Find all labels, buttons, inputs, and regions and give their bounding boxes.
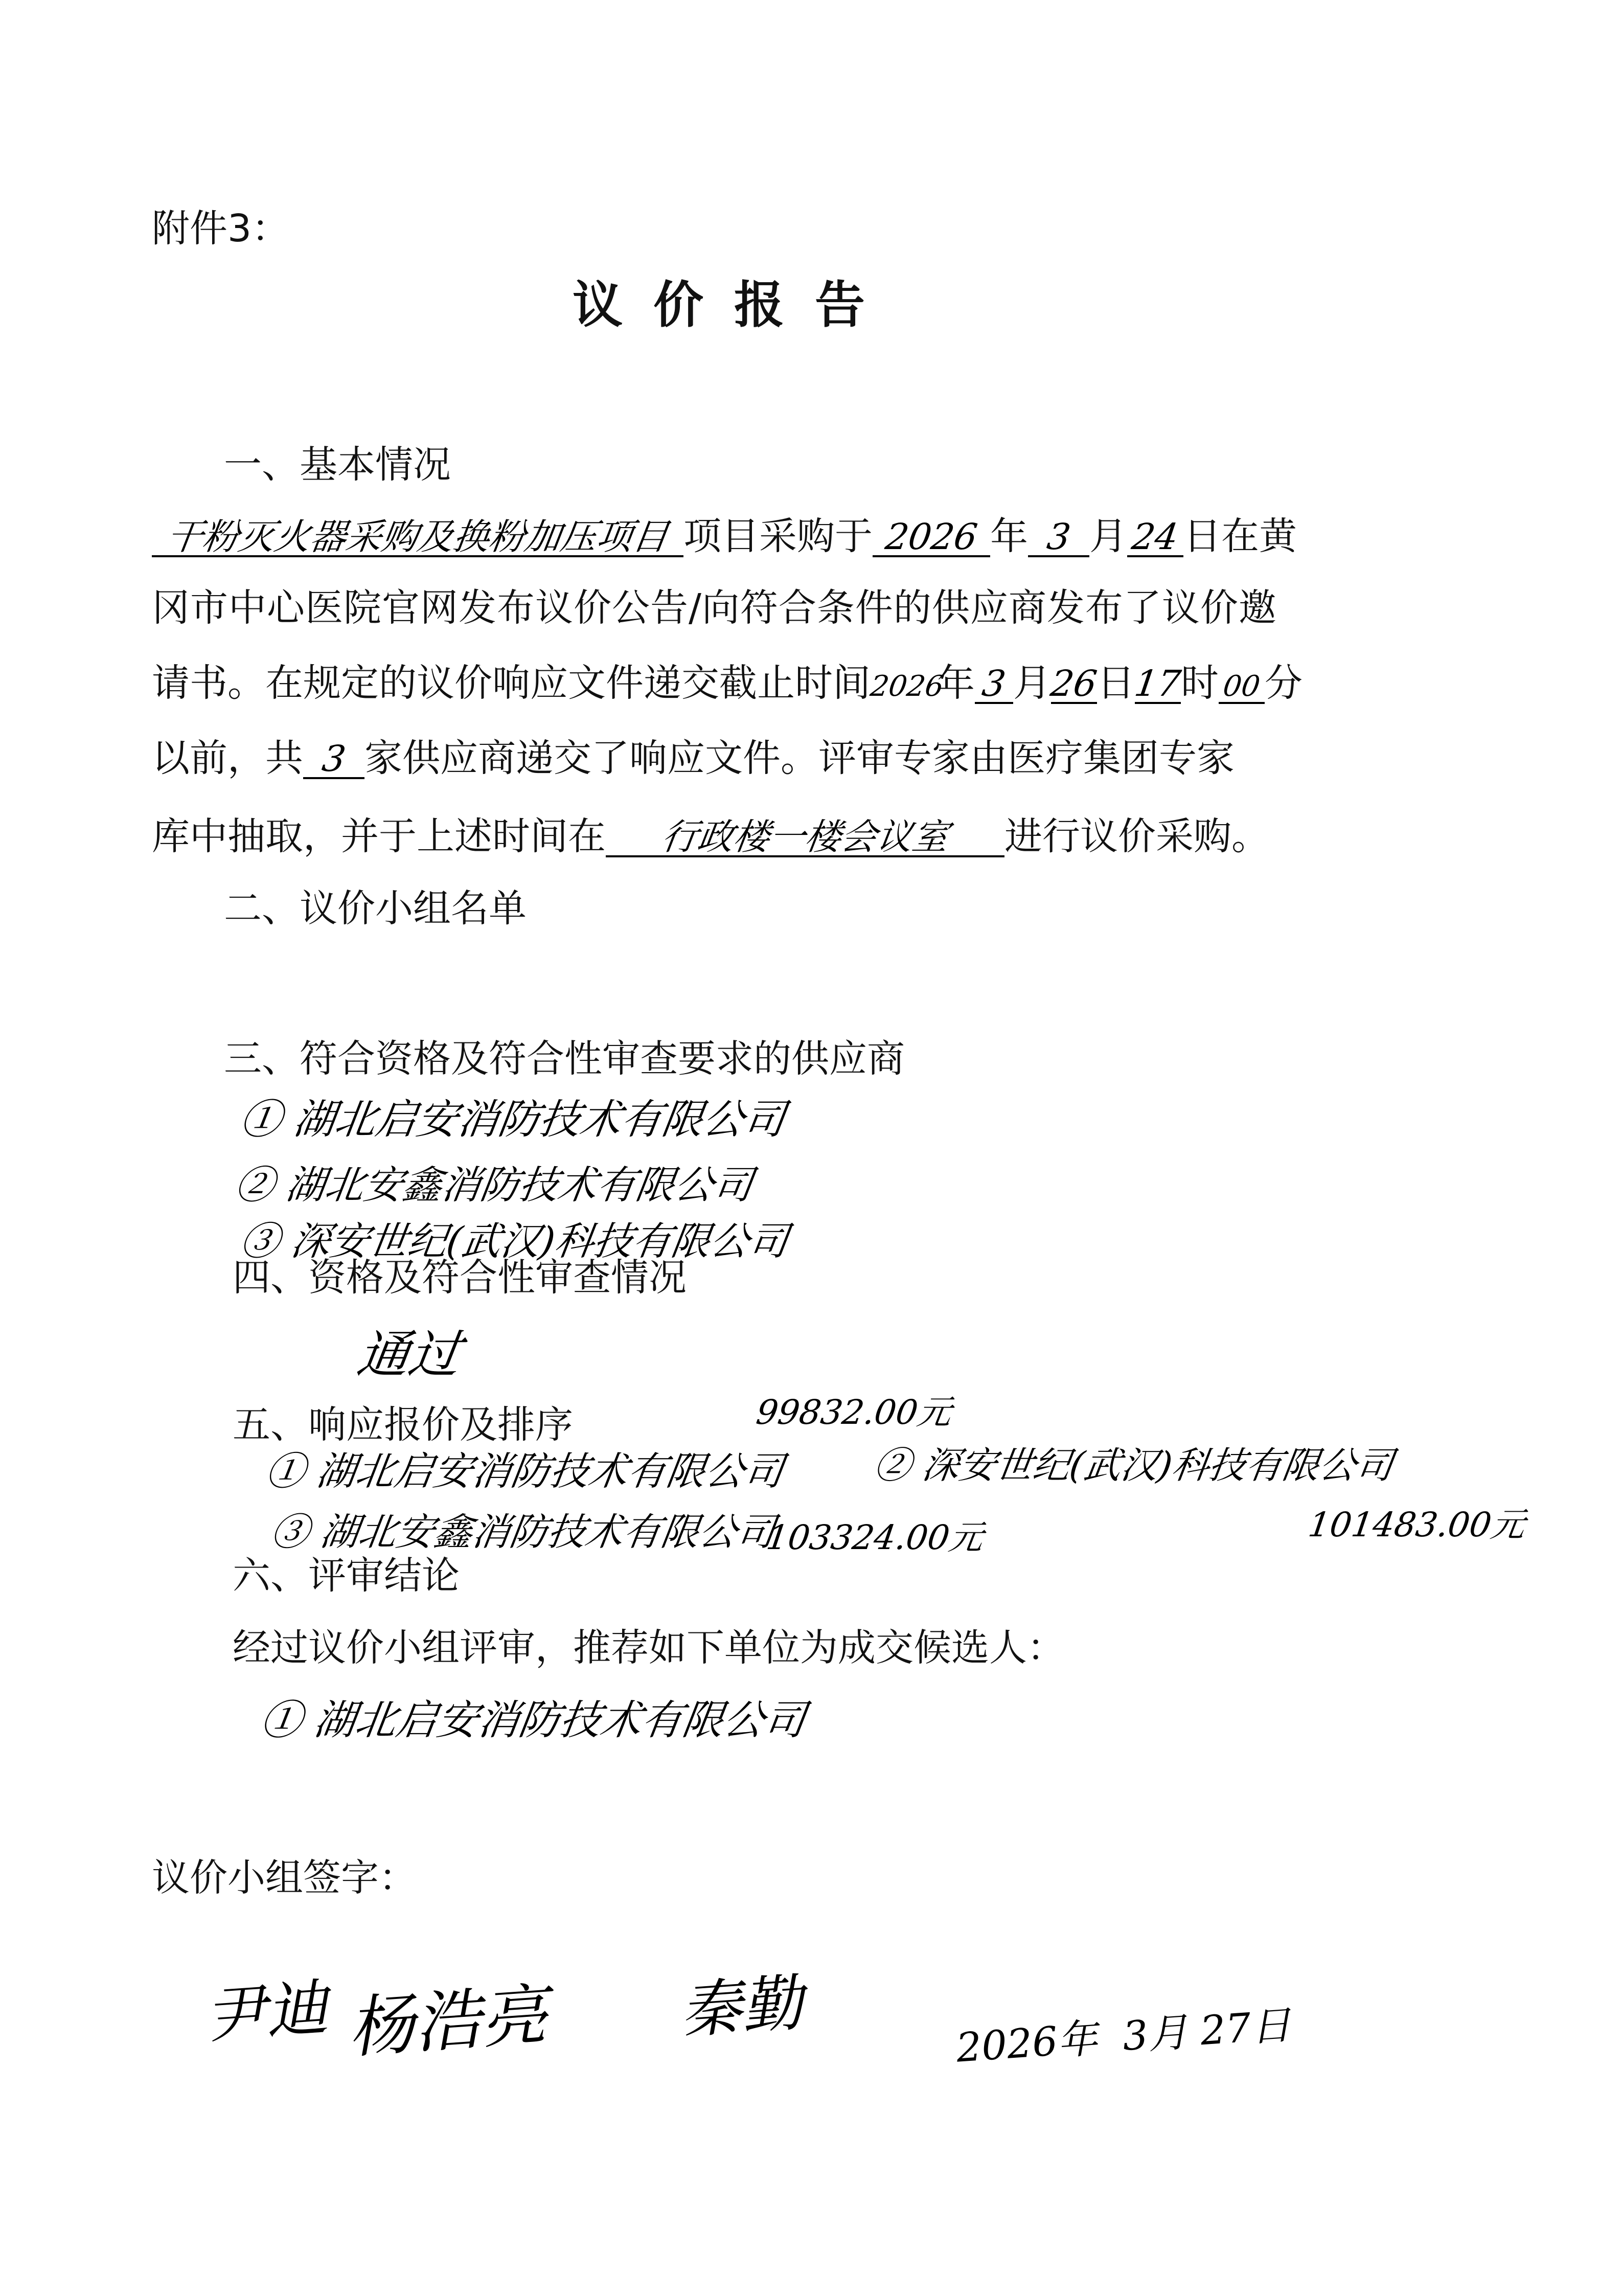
- supplier-name: 湖北安鑫消防技术有限公司: [317, 1510, 778, 1554]
- pub-year-field: [873, 517, 990, 557]
- signature-3: 秦勤: [678, 1967, 806, 2048]
- pub-month-field: [1028, 517, 1089, 557]
- supplier-name: 深安世纪(武汉)科技有限公司: [288, 1218, 791, 1264]
- item-number: ①: [262, 1448, 308, 1494]
- supplier-name: 湖北启安消防技术有限公司: [313, 1448, 787, 1494]
- text: 分: [1265, 661, 1303, 705]
- text: 家供应商递交了响应文件。评审专家由医疗集团专家: [364, 736, 1235, 780]
- text: 日: [1097, 661, 1135, 705]
- qualified-supplier-3: [237, 1218, 791, 1264]
- dl-day-field: [1048, 663, 1100, 704]
- text: 年: [990, 514, 1028, 558]
- item-number: ③: [237, 1218, 283, 1264]
- text: 项目采购于: [683, 514, 873, 558]
- dl-month-field: [975, 664, 1013, 704]
- dl-min-field: [1219, 664, 1265, 704]
- text: 月: [1146, 2009, 1190, 2058]
- pub-day-field: [1127, 517, 1183, 557]
- text: 时: [1181, 661, 1219, 705]
- text: 进行议价采购。: [1004, 814, 1269, 858]
- text: 日在黄: [1183, 514, 1297, 558]
- supplier-count: 3: [319, 738, 349, 780]
- section-qualified-suppliers: 三、符合资格及符合性审查要求的供应商: [224, 1037, 905, 1081]
- supplier-count-field: [303, 739, 364, 779]
- ranking-price-1: 99832.00元: [753, 1393, 954, 1432]
- review-result: 通过: [353, 1325, 465, 1384]
- date-year: 2026: [954, 2018, 1059, 2072]
- dl-hour-field: [1132, 663, 1184, 704]
- text: 以前，共: [152, 736, 303, 780]
- project-name: 干粉灭火器采购及换粉加压项目: [164, 516, 671, 558]
- signature-2: 杨浩亮: [345, 1975, 550, 2067]
- winner: [257, 1696, 809, 1744]
- dl-day: 26: [1048, 663, 1100, 704]
- item-number: ②: [871, 1444, 914, 1487]
- text: 年: [937, 661, 975, 705]
- supplier-name: 深安世纪(武汉)科技有限公司: [920, 1444, 1396, 1487]
- qualified-supplier-2: [232, 1162, 756, 1208]
- date-month: 3: [1121, 2012, 1150, 2060]
- section-basic-info: 一、基本情况: [224, 443, 451, 487]
- dl-year-field: [868, 664, 946, 703]
- document-title: 议价报告: [573, 276, 896, 334]
- ranking-price-3: 103324.00元: [764, 1518, 986, 1557]
- ranking-item-2: [871, 1444, 1396, 1487]
- section-review: 四、资格及符合性审查情况: [233, 1256, 687, 1300]
- dl-year: 2026: [868, 670, 946, 703]
- sign-date: [954, 2002, 1293, 2072]
- location: 行政楼一楼会议室: [659, 816, 951, 858]
- item-number: ①: [237, 1096, 285, 1143]
- signature-label: 议价小组签字：: [152, 1856, 417, 1900]
- supplier-name: 湖北安鑫消防技术有限公司: [283, 1162, 756, 1208]
- text: 年: [1056, 2015, 1099, 2064]
- dl-hour: 17: [1132, 663, 1184, 704]
- ranking-item-1: [262, 1448, 787, 1494]
- item-number: ③: [267, 1510, 312, 1554]
- text: 月: [1013, 661, 1051, 705]
- date-day: 27: [1199, 2005, 1253, 2055]
- basic-line-4: [152, 736, 1235, 780]
- project-name-field: [152, 517, 683, 557]
- basic-line-1: [152, 514, 1297, 558]
- location-field: [606, 817, 1004, 857]
- winner-name: 湖北启安消防技术有限公司: [311, 1696, 809, 1744]
- text: 日: [1249, 2002, 1293, 2051]
- qualified-supplier-1: [237, 1096, 789, 1143]
- pub-month: 3: [1044, 516, 1073, 558]
- conclusion-text: 经过议价小组评审，推荐如下单位为成交候选人：: [233, 1626, 1065, 1670]
- text: 库中抽取，并于上述时间在: [152, 814, 606, 858]
- signature-1: 尹迪: [202, 1972, 330, 2053]
- pub-day: 24: [1129, 516, 1181, 558]
- dl-month: 3: [979, 663, 1009, 704]
- pub-year: 2026: [883, 516, 980, 558]
- basic-line-5: [152, 814, 1269, 858]
- item-number: ①: [257, 1696, 305, 1744]
- ranking-item-3: [267, 1510, 778, 1554]
- section-conclusion: 六、评审结论: [233, 1554, 460, 1598]
- basic-line-3: [152, 661, 1303, 705]
- supplier-name: 湖北启安消防技术有限公司: [290, 1096, 789, 1143]
- text: 月: [1089, 514, 1127, 558]
- ranking-price-2: 101483.00元: [1306, 1505, 1528, 1544]
- section-panel-list: 二、议价小组名单: [224, 886, 527, 930]
- item-number: ②: [232, 1162, 278, 1208]
- dl-min: 00: [1221, 670, 1263, 703]
- attachment-label: 附件3：: [152, 207, 290, 251]
- section-ranking: 五、响应报价及排序: [233, 1403, 573, 1447]
- basic-line-2: 冈市中心医院官网发布议价公告/向符合条件的供应商发布了议价邀: [152, 586, 1277, 630]
- text: 请书。在规定的议价响应文件递交截止时间: [152, 661, 871, 705]
